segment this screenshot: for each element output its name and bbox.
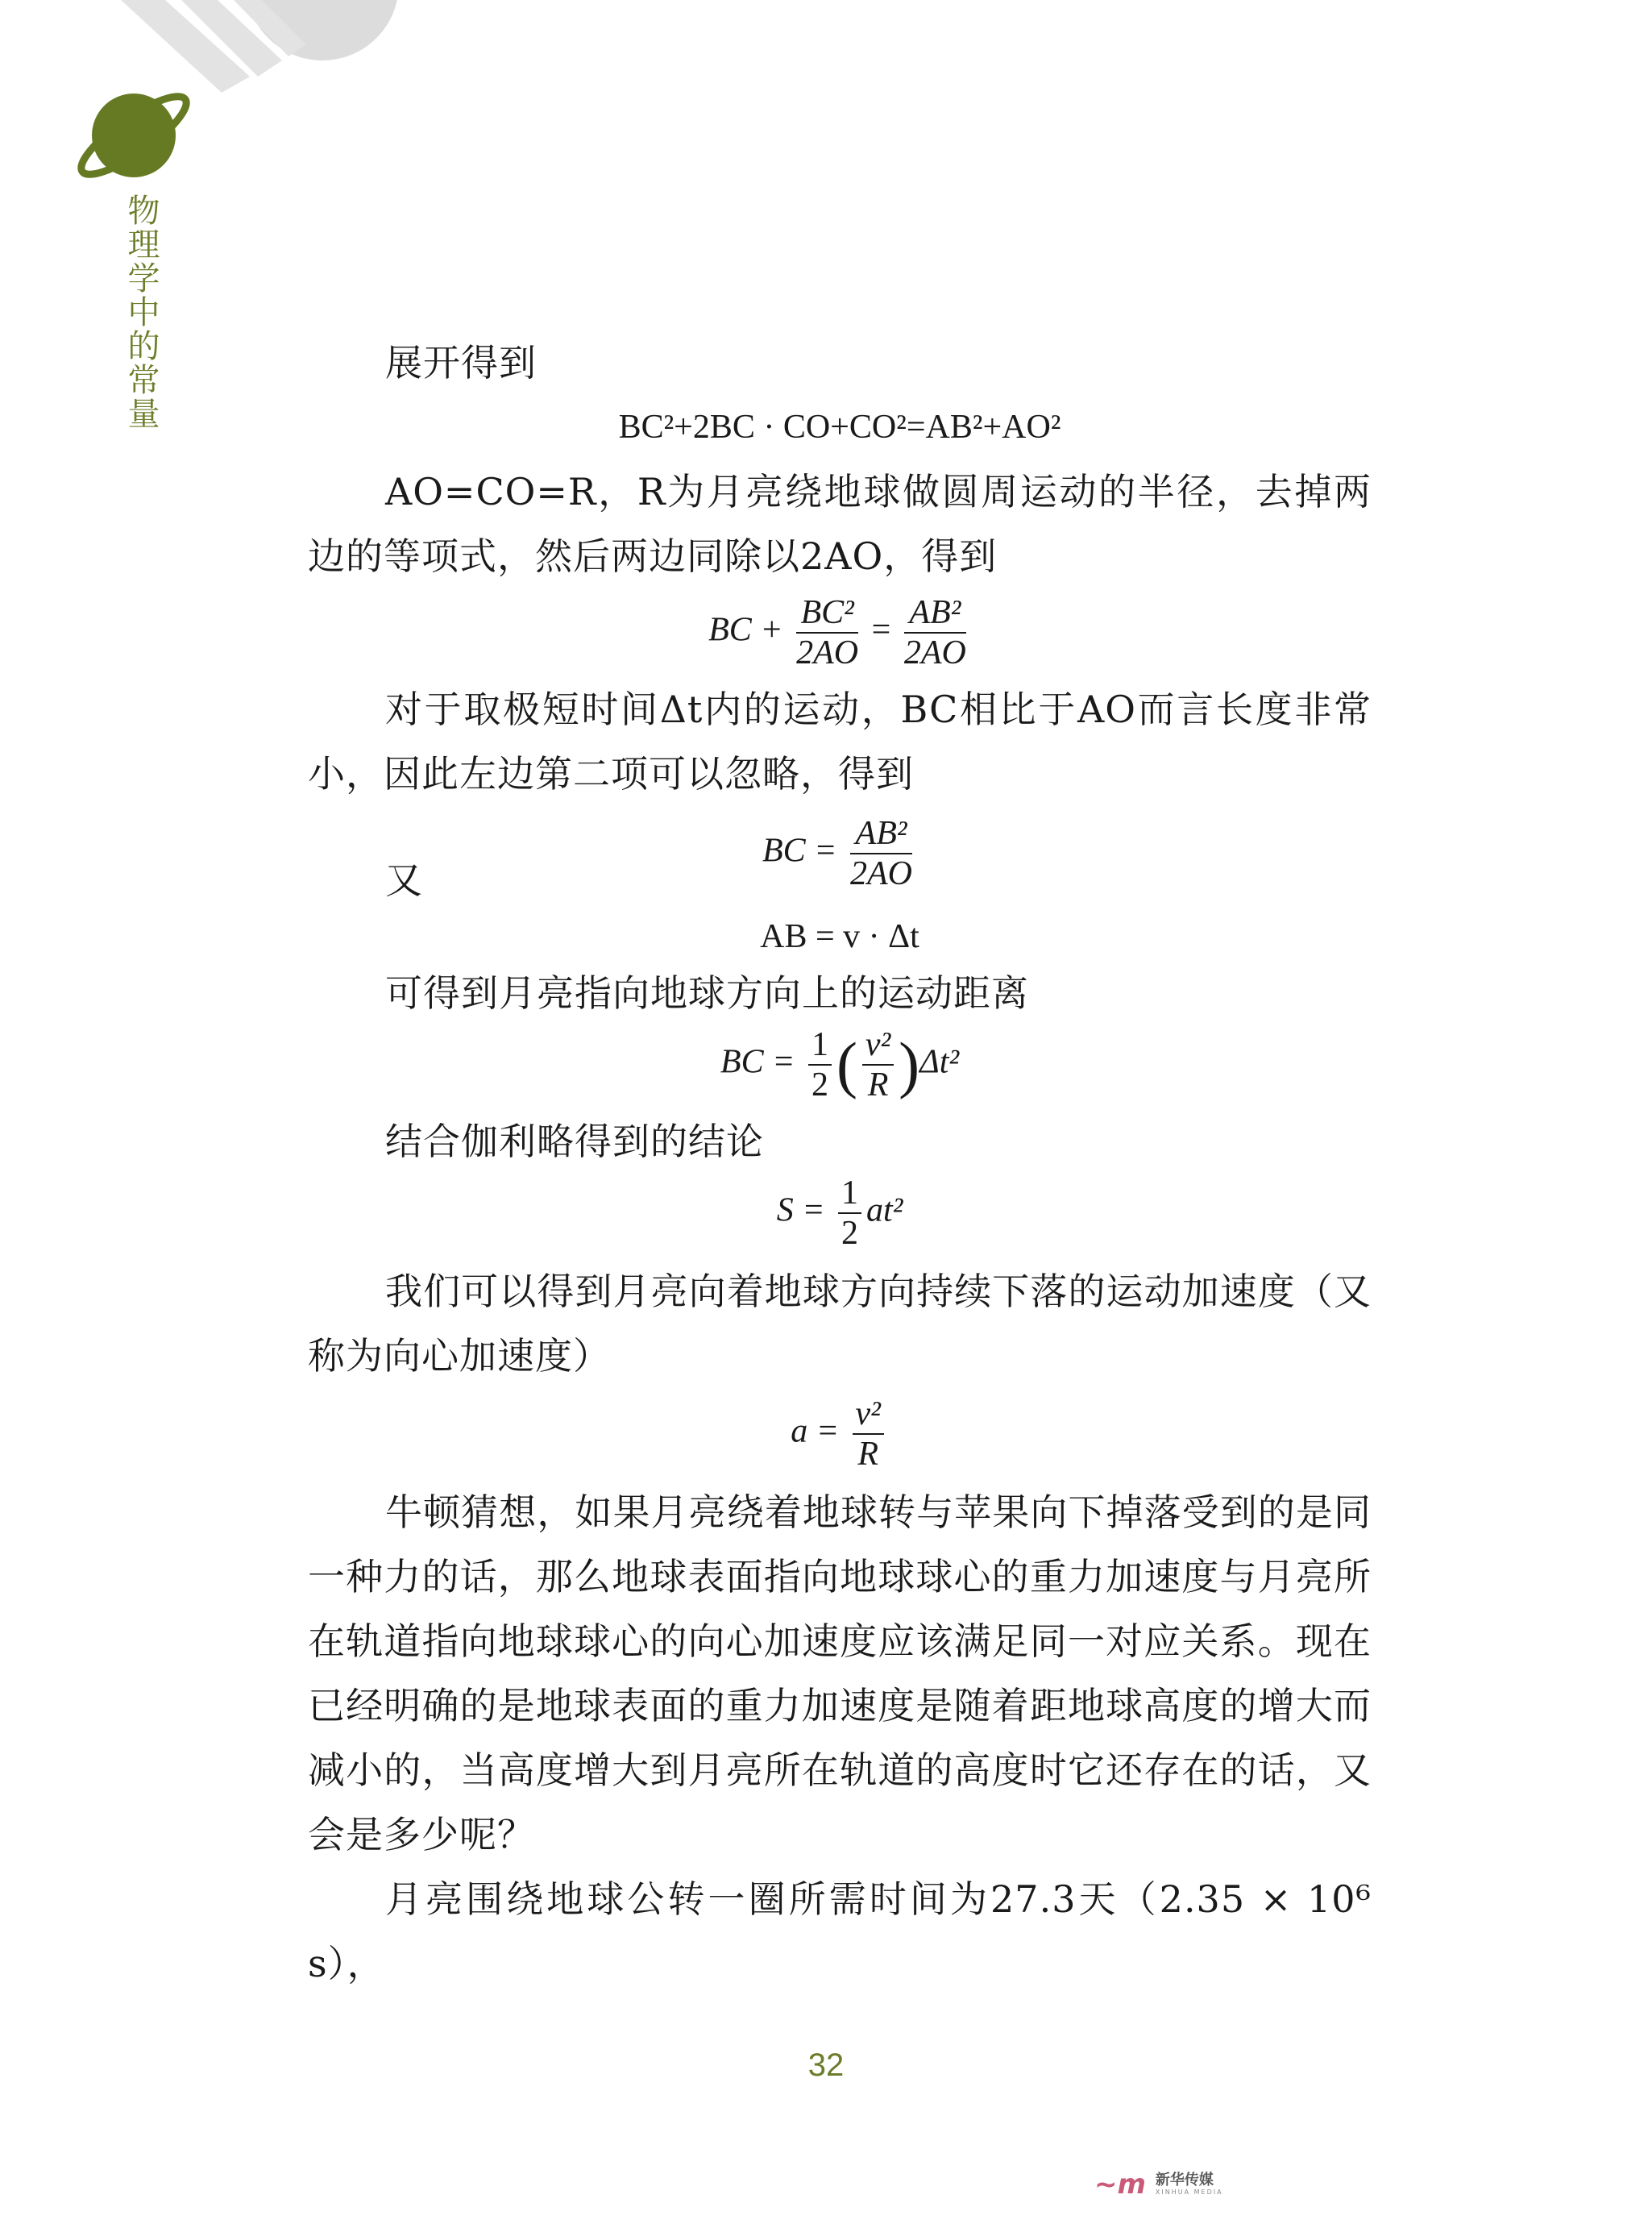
equation-divided bbox=[308, 593, 1372, 672]
fraction-denominator: 2 bbox=[811, 1066, 828, 1104]
paragraph: AO=CO=R，R为月亮绕地球做圆周运动的半径，去掉两边的等项式，然后两边同除以2AO，得到 bbox=[308, 470, 1372, 578]
fraction-denominator: R bbox=[867, 1066, 889, 1104]
eq-term: S = bbox=[776, 1191, 825, 1229]
eq-term: BC = bbox=[762, 832, 837, 870]
fraction bbox=[904, 593, 966, 672]
eq-term: BC = bbox=[720, 1043, 795, 1081]
fraction-denominator: 2AO bbox=[903, 634, 966, 671]
paragraph: 展开得到 bbox=[385, 341, 537, 384]
fraction-numerator: v² bbox=[853, 1395, 884, 1435]
paragraph: 月亮围绕地球公转一圈所需时间为27.3天（2.35 × 10⁶ s）， bbox=[308, 1877, 1372, 1985]
equation-galileo bbox=[308, 1174, 1372, 1253]
paragraph: 可得到月亮指向地球方向上的运动距离 bbox=[385, 971, 1029, 1015]
fraction-numerator: AB² bbox=[850, 814, 912, 854]
equation-distance bbox=[308, 1025, 1372, 1104]
right-paren: ) bbox=[899, 1029, 920, 1099]
page-number: 32 bbox=[807, 2047, 845, 2083]
header-decoration bbox=[0, 0, 419, 210]
fraction bbox=[838, 1174, 861, 1253]
fraction-denominator: 2AO bbox=[796, 634, 859, 671]
fraction bbox=[796, 593, 858, 672]
publisher-mark-icon: ~m bbox=[1094, 2168, 1146, 2201]
paragraph: 牛顿猜想，如果月亮绕着地球转与苹果向下掉落受到的是同一种力的话，那么地球表面指向地球球心的重力加速度与月亮所在轨道指向地球球心的向心加速度应该满足同一对应关系。现在已经明确的是地球表面的重力加速度是随着距地球高度的增大而减小的，当高度增大到月亮所在轨道的高度时它还存在的话，又会是多少呢？ bbox=[308, 1490, 1372, 1856]
fraction bbox=[862, 1025, 894, 1104]
publisher-logo bbox=[1094, 2168, 1223, 2201]
eq-term: at² bbox=[866, 1191, 903, 1229]
gray-stripes-decoration bbox=[121, 0, 399, 93]
paragraph: 结合伽利略得到的结论 bbox=[385, 1120, 764, 1163]
fraction-numerator: 1 bbox=[808, 1025, 832, 1066]
fraction-numerator: v² bbox=[862, 1025, 894, 1066]
fraction-numerator: BC² bbox=[796, 593, 858, 634]
paragraph: 又 bbox=[385, 858, 423, 902]
paragraph: 我们可以得到月亮向着地球方向持续下落的运动加速度（又称为向心加速度） bbox=[308, 1270, 1372, 1378]
fraction-numerator: 1 bbox=[838, 1174, 861, 1214]
fraction bbox=[853, 1395, 884, 1474]
page-body bbox=[308, 330, 1372, 1996]
eq-term: a = bbox=[791, 1412, 840, 1450]
fraction-numerator: AB² bbox=[904, 593, 966, 634]
fraction bbox=[808, 1025, 832, 1104]
publisher-name-en: XINHUA MEDIA bbox=[1155, 2189, 1223, 2196]
fraction-denominator: R bbox=[857, 1436, 878, 1473]
publisher-name: 新华传媒 bbox=[1155, 2172, 1214, 2189]
paragraph: 对于取极短时间Δt内的运动，BC相比于AO而言长度非常小，因此左边第二项可以忽略，得到 bbox=[308, 688, 1372, 796]
eq-operator: = bbox=[871, 611, 891, 649]
vertical-book-title: 物理学中的常量 bbox=[122, 193, 160, 430]
equation-acceleration bbox=[308, 1395, 1372, 1474]
eq-term: BC + bbox=[708, 611, 783, 649]
equation-ab: AB = v · Δt bbox=[760, 918, 919, 955]
eq-term: Δt² bbox=[919, 1043, 960, 1081]
fraction bbox=[850, 814, 912, 893]
fraction-denominator: 2 bbox=[841, 1215, 859, 1252]
equation-expansion: BC²+2BC · CO+CO²=AB²+AO² bbox=[618, 409, 1061, 446]
fraction-denominator: 2AO bbox=[850, 855, 912, 892]
planet-logo-icon bbox=[72, 85, 195, 186]
left-paren: ( bbox=[836, 1029, 857, 1099]
